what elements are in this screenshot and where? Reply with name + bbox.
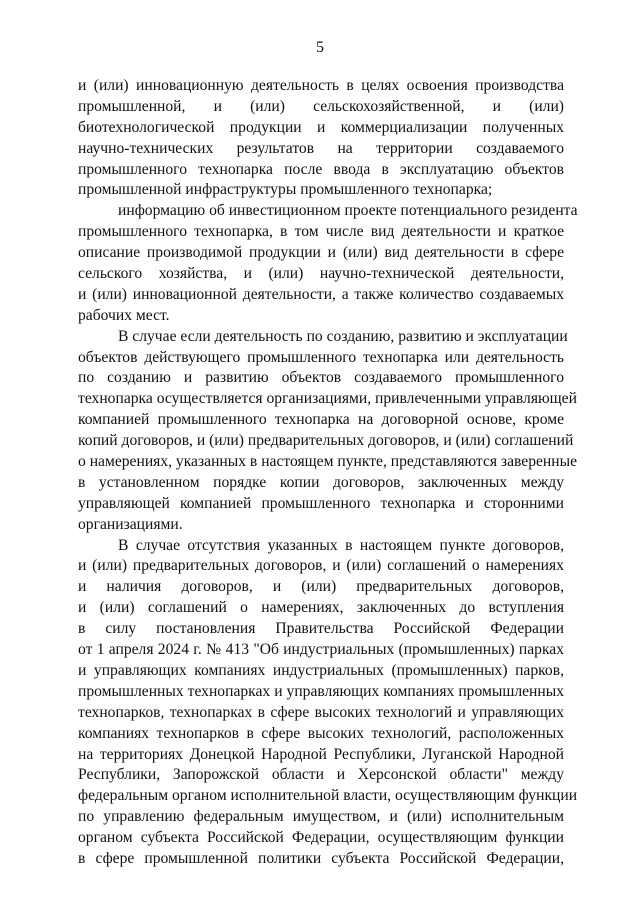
- text-line: компаниях технопарков в сфере высоких технологий, расположенных: [78, 724, 564, 742]
- text-line: федеральным органом исполнительной власти, осуществляющим функции: [78, 787, 578, 805]
- text-line: и (или) инновационной деятельности, а также количество создаваемых: [78, 285, 564, 303]
- text-line: в установленном порядке копии договоров, заключенных между: [78, 473, 564, 491]
- text-line: биотехнологической продукции и коммерциализации полученных: [78, 118, 564, 136]
- text-line: описание производимой продукции и (или) вид деятельности в сфере: [78, 244, 564, 262]
- text-line: органом субъекта Российской Федерации, осуществляющим функции: [78, 829, 564, 847]
- text-line: и (или) инновационную деятельность в целях освоения производства: [78, 77, 564, 94]
- text-line: и (или) соглашений о намерениях, заключенных до вступления: [78, 599, 564, 617]
- paragraph: [78, 76, 564, 201]
- text-line: от 1 апреля 2024 г. № 413 "Об индустриальных (промышленных) парках: [78, 641, 564, 659]
- document-body: [78, 76, 578, 870]
- text-line: о намерениях, указанных в настоящем пункте, представляются заверенные: [78, 453, 578, 471]
- text-line: копий договоров, и (или) предварительных договоров, и (или) соглашений: [78, 432, 574, 450]
- paragraph: [78, 327, 578, 536]
- text-line: компанией промышленного технопарка на договорной основе, кроме: [78, 411, 564, 429]
- text-line: управляющей компанией промышленного технопарка и сторонними: [78, 494, 564, 512]
- text-line: по управлению федеральным имуществом, и (или) исполнительным: [78, 808, 564, 826]
- text-line: объектов действующего промышленного технопарка или деятельность: [78, 348, 564, 366]
- text-line: технопарка осуществляется организациями, привлеченными управляющей: [78, 390, 577, 408]
- text-line: научно-технических результатов на территории создаваемого: [78, 139, 564, 157]
- text-line: информацию об инвестиционном проекте потенциального резидента: [118, 202, 578, 220]
- text-line: промышленного технопарка после ввода в эксплуатацию объектов: [78, 160, 564, 178]
- text-line: в силу постановления Правительства Российской Федерации: [78, 620, 564, 638]
- text-line: на территориях Донецкой Народной Республики, Луганской Народной: [78, 745, 564, 763]
- text-line: и наличия договоров, и (или) предварительных договоров,: [78, 578, 564, 596]
- page-number: 5: [316, 39, 324, 56]
- text-line: промышленных технопарках и управляющих компаниях промышленных: [78, 682, 564, 700]
- text-line: сельского хозяйства, и (или) научно-технической деятельности,: [78, 265, 564, 283]
- text-line: в сфере промышленной политики субъекта Российской Федерации,: [78, 849, 564, 867]
- text-line: и управляющих компаниях индустриальных (промышленных) парков,: [78, 661, 564, 679]
- paragraph: [78, 201, 578, 326]
- text-line: В случае если деятельность по созданию, развитию и эксплуатации: [118, 327, 568, 345]
- text-line: В случае отсутствия указанных в настоящем пункте договоров,: [118, 536, 564, 554]
- text-line: и (или) предварительных договоров, и (или) соглашений о намерениях: [78, 557, 564, 575]
- text-line: технопарков, технопарках в сфере высоких технологий и управляющих: [78, 703, 564, 721]
- text-line: промышленного технопарка, в том числе вид деятельности и краткое: [78, 223, 564, 241]
- text-line: рабочих мест.: [78, 306, 170, 324]
- text-line: организациями.: [78, 515, 183, 533]
- text-line: промышленной инфраструктуры промышленного технопарка;: [78, 181, 493, 199]
- paragraph: [78, 536, 578, 870]
- text-line: по созданию и развитию объектов создаваемого промышленного: [78, 369, 564, 387]
- text-line: промышленной, и (или) сельскохозяйственной, и (или): [78, 97, 564, 115]
- text-line: Республики, Запорожской области и Херсонской области" между: [78, 766, 564, 784]
